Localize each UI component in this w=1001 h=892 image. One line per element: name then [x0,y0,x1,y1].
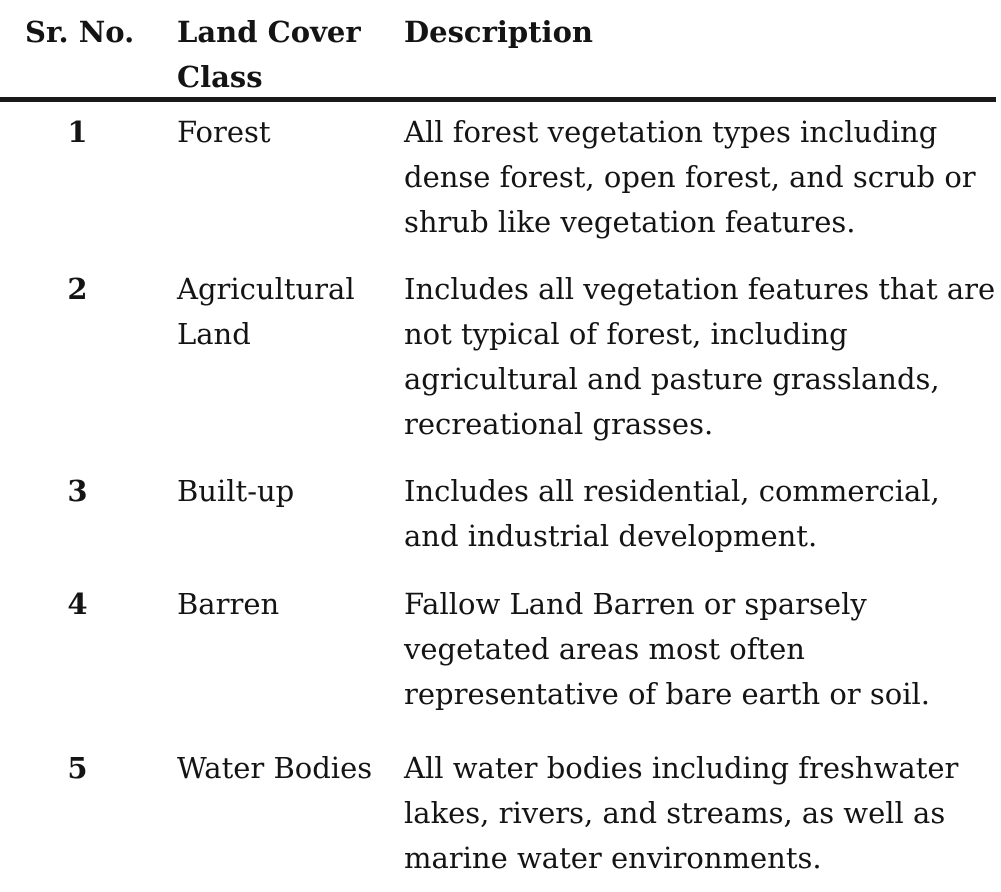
header-land-cover-class: Land Cover Class [177,15,361,94]
header-sr-no: Sr. No. [25,15,135,49]
row-description: Includes all vegetation features that are not typical of forest, including agricultural and pasture grasslands, recreational grasses. [404,272,996,441]
row-land-cover-class: Water Bodies [177,751,373,785]
row-land-cover-class: Built-up [177,474,295,508]
table-header [0,0,1001,98]
row-number: 5 [67,751,88,785]
row-description: All forest vegetation types including dense forest, open forest, and scrub or shrub like vegetation features. [404,115,976,239]
row-number: 2 [67,272,88,306]
header-description: Description [404,15,593,49]
row-description: Includes all residential, commercial, and industrial development. [404,474,940,553]
header-rule [0,97,996,102]
row-description: All water bodies including freshwater lakes, rivers, and streams, as well as marine water environments. [404,751,959,875]
row-land-cover-class: Barren [177,587,280,621]
row-description: Fallow Land Barren or sparsely vegetated areas most often representative of bare earth or soil. [404,587,930,711]
row-land-cover-class: Agricultural Land [177,272,355,351]
row-number: 4 [67,587,88,621]
row-land-cover-class: Forest [177,115,271,149]
row-number: 1 [67,115,88,149]
row-number: 3 [67,474,88,508]
